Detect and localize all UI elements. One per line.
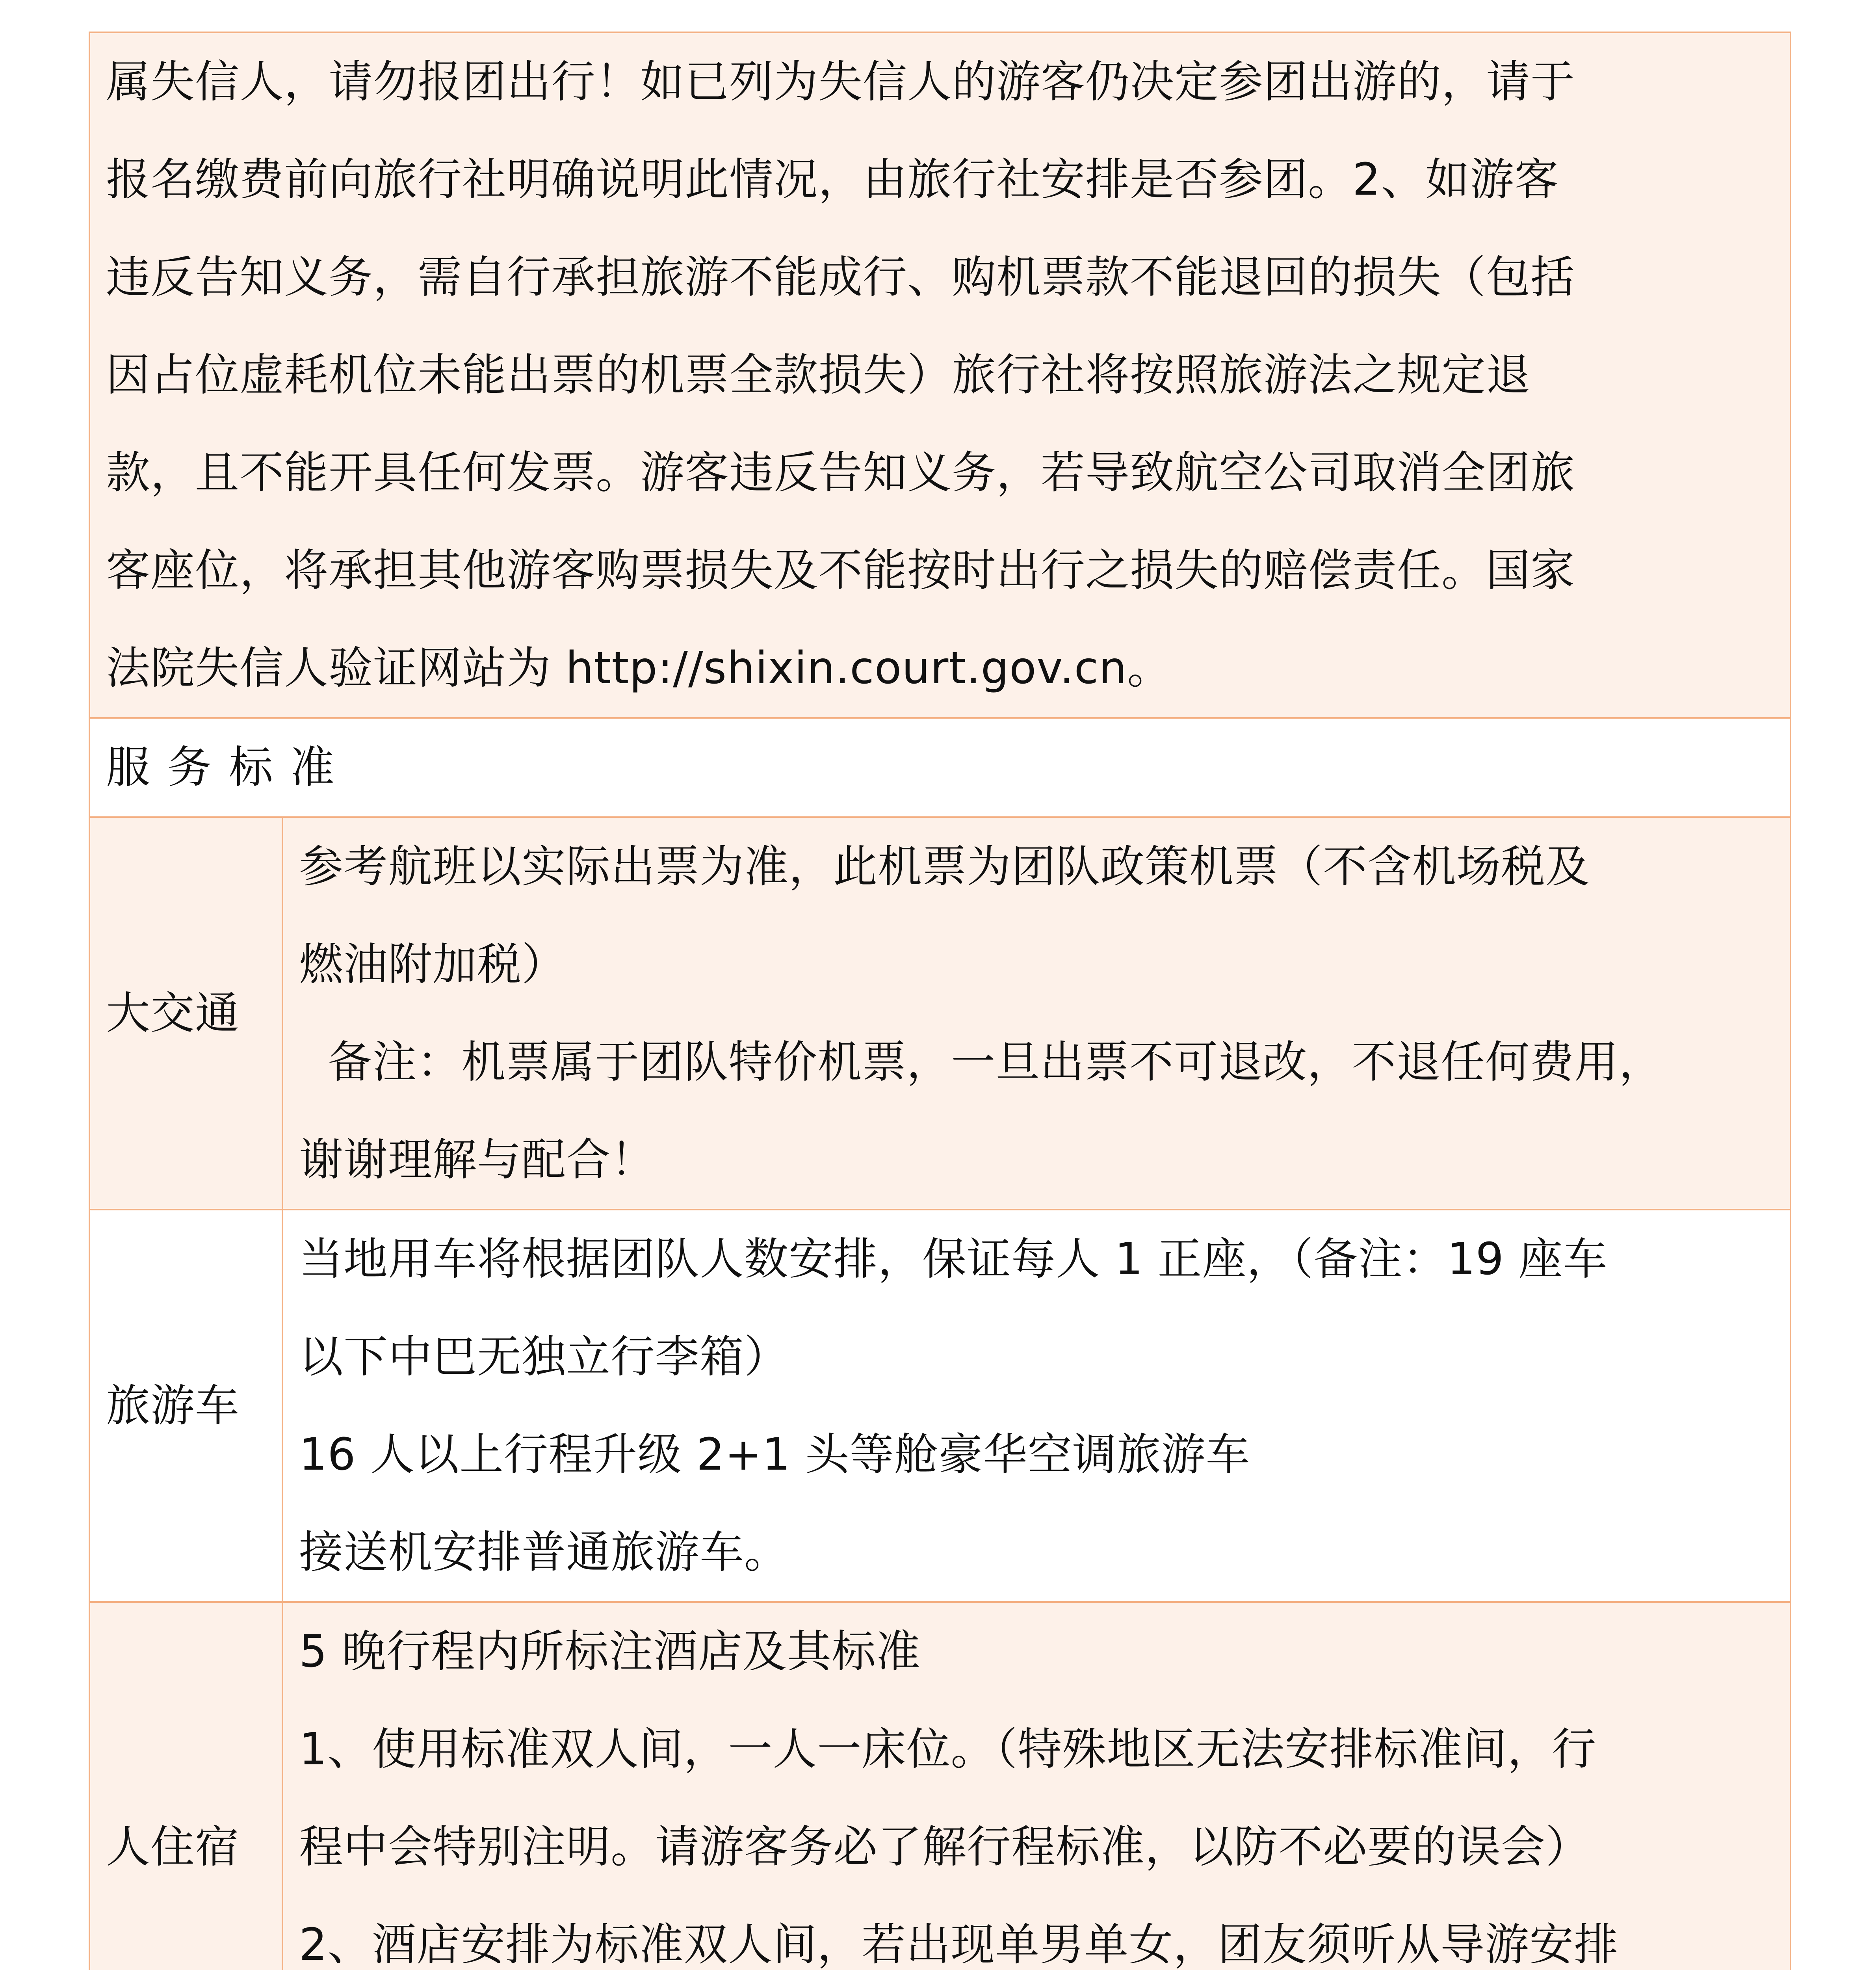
service-info-table [89,32,1791,1970]
row-content-line: 接送机安排普通旅游车。 [299,1527,789,1578]
intro-line: 属失信人，请勿报团出行！如已列为失信人的游客仍决定参团出游的，请于 [106,56,1575,108]
intro-line: 款，且不能开具任何发票。游客违反告知义务，若导致航空公司取消全团旅 [106,447,1575,498]
intro-line: 违反告知义务，需自行承担旅游不能成行、购机票款不能退回的损失（包括 [106,252,1575,303]
row-content-line: 1、使用标准双人间，一人一床位。（特殊地区无法安排标准间，行 [299,1724,1597,1775]
table-row-transport [89,817,1791,1210]
row-content-line: 以下中巴无独立行李箱） [299,1331,789,1383]
row-content-line: 5 晚行程内所标注酒店及其标准 [299,1626,921,1677]
intro-line: 法院失信人验证网站为 http://shixin.court.gov.cn。 [106,643,1172,694]
row-content-line: 燃油附加税） [299,939,566,990]
row-content-line: 备注：机票属于团队特价机票，一旦出票不可退改，不退任何费用， [299,1037,1664,1088]
table-row-accommodation [89,1602,1791,1970]
intro-cell [89,32,1791,718]
row-label: 人住宿 [106,1821,240,1873]
table-row-tour-bus [89,1210,1791,1602]
row-content-line: 参考航班以实际出票为准，此机票为团队政策机票（不含机场税及 [299,841,1590,892]
row-label: 旅游车 [106,1380,240,1431]
row-content-cell [282,1210,1791,1602]
row-content-line: 程中会特别注明。请游客务必了解行程标准，以防不必要的误会） [299,1821,1590,1873]
row-content-line: 2、酒店安排为标准双人间，若出现单男单女，团友须听从导游安排 [299,1919,1619,1970]
intro-line: 客座位，将承担其他游客购票损失及不能按时出行之损失的赔偿责任。国家 [106,545,1575,596]
section-heading: 服务标准 [89,718,1791,817]
row-label-cell [89,1210,282,1602]
row-label: 大交通 [106,988,240,1039]
intro-row [89,32,1791,718]
intro-line: 因占位虚耗机位未能出票的机票全款损失）旅行社将按照旅游法之规定退 [106,349,1531,401]
row-label-cell [89,817,282,1210]
row-content-cell [282,817,1791,1210]
row-content-cell [282,1602,1791,1970]
intro-line: 报名缴费前向旅行社明确说明此情况，由旅行社安排是否参团。2、如游客 [106,154,1559,205]
row-content-line: 谢谢理解与配合！ [299,1134,655,1186]
row-content-line: 16 人以上行程升级 2+1 头等舱豪华空调旅游车 [299,1429,1250,1480]
row-label-cell [89,1602,282,1970]
section-heading-row [89,718,1791,817]
row-content-line: 当地用车将根据团队人数安排，保证每人 1 正座，（备注：19 座车 [299,1234,1608,1285]
